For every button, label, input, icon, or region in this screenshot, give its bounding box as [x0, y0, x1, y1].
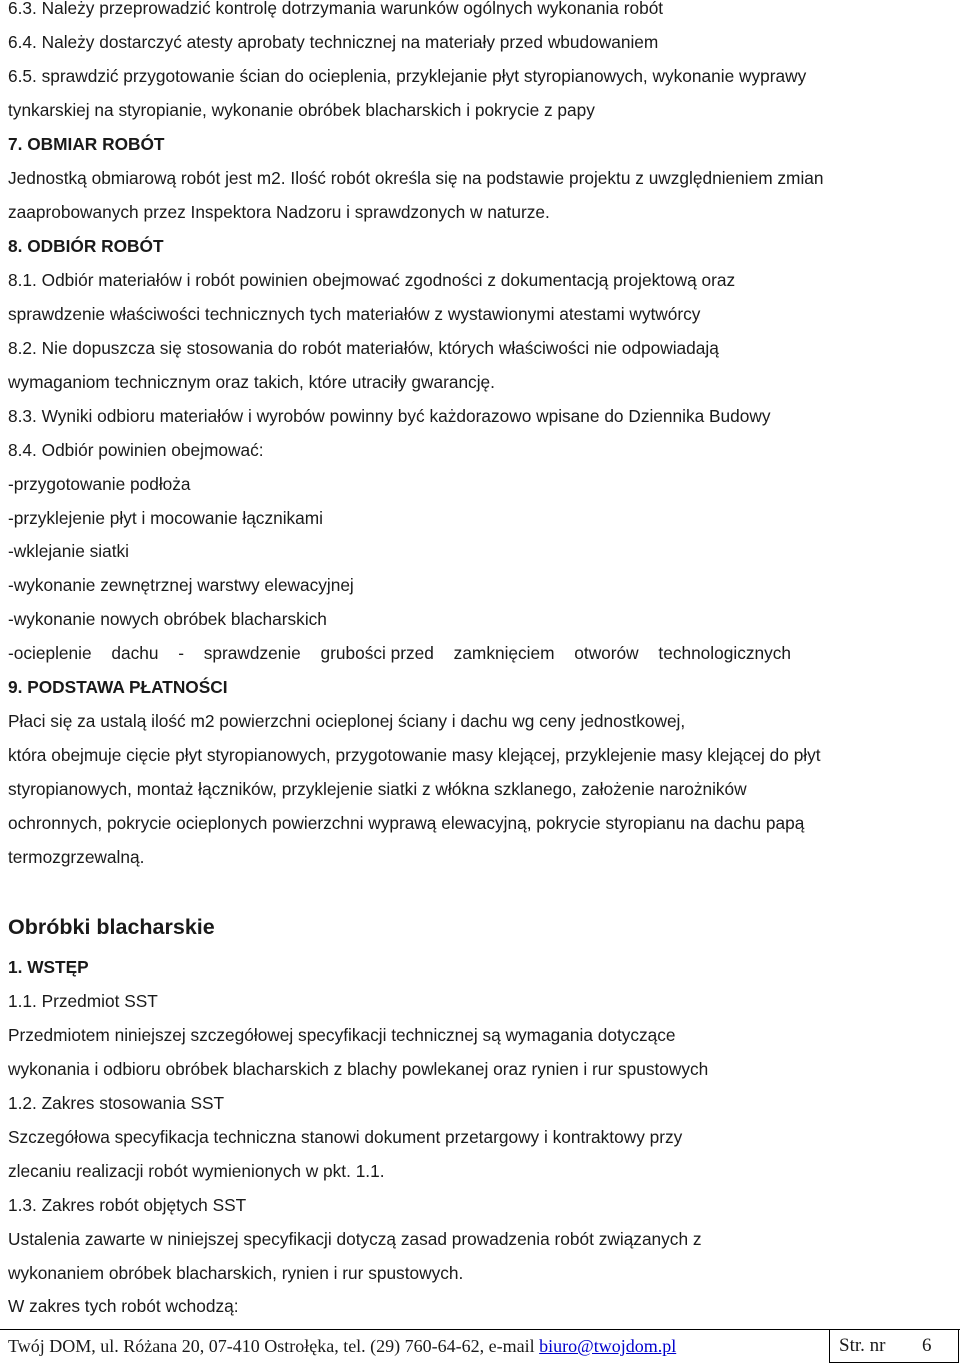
- text-line: 8.1. Odbiór materiałów i robót powinien obejmować zgodności z dokumentacją projektową oraz: [8, 270, 736, 290]
- list-item: -wykonanie nowych obróbek blacharskich: [8, 609, 327, 629]
- word: sprawdzenie: [203, 643, 301, 663]
- word: technologicznych: [658, 643, 791, 663]
- section-heading: 8. ODBIÓR ROBÓT: [8, 236, 164, 256]
- page-label: Str. nr: [839, 1335, 886, 1356]
- footer-divider: [0, 1329, 960, 1330]
- text-line: ochronnych, pokrycie ocieplonych powierzchni wyprawą elewacyjną, pokrycie styropianu na dachu papą: [8, 813, 805, 833]
- word: -: [178, 643, 184, 663]
- text-line: 8.4. Odbiór powinien obejmować:: [8, 440, 264, 460]
- word: -ocieplenie: [8, 643, 92, 663]
- text-line: która obejmuje cięcie płyt styropianowych, przygotowanie masy klejącej, przyklejenie masy klejącej do płyt: [8, 745, 821, 765]
- word: otworów: [574, 643, 639, 663]
- text-line: Szczegółowa specyfikacja techniczna stanowi dokument przetargowy i kontraktowy przy: [8, 1127, 683, 1147]
- list-item: -wykonanie zewnętrznej warstwy elewacyjnej: [8, 575, 354, 595]
- word: zamknięciem: [453, 643, 555, 663]
- text-line: tynkarskiej na styropianie, wykonanie obróbek blacharskich i pokrycie z papy: [8, 100, 595, 120]
- footer-address: Twój DOM, ul. Różana 20, 07-410 Ostrołęka, tel. (29) 760-64-62, e-mail: [8, 1336, 540, 1356]
- email-link[interactable]: biuro@twojdom.pl: [539, 1336, 677, 1356]
- footer-contact: [8, 1335, 676, 1357]
- list-item-justified: [8, 643, 791, 663]
- text-line: 6.4. Należy dostarczyć atesty aprobaty technicznej na materiały przed wbudowaniem: [8, 32, 659, 52]
- list-item: -przyklejenie płyt i mocowanie łącznikami: [8, 508, 324, 528]
- text-line: wykonania i odbioru obróbek blacharskich z blachy powlekanej oraz rynien i rur spustowych: [8, 1059, 709, 1079]
- text-line: sprawdzenie właściwości technicznych tych materiałów z wystawionymi atestami wytwórcy: [8, 304, 701, 324]
- text-line: styropianowych, montaż łączników, przyklejenie siatki z włókna szklanego, założenie narożników: [8, 779, 747, 799]
- page-number: 6: [922, 1335, 932, 1356]
- text-line: 6.5. sprawdzić przygotowanie ścian do ocieplenia, przyklejanie płyt styropianowych, wykonanie wyprawy: [8, 66, 807, 86]
- text-line: zlecaniu realizacji robót wymienionych w pkt. 1.1.: [8, 1161, 385, 1181]
- list-item: -wklejanie siatki: [8, 541, 130, 561]
- text-line: W zakres tych robót wchodzą:: [8, 1296, 239, 1316]
- text-line: wymaganiom technicznym oraz takich, które utraciły gwarancję.: [8, 372, 495, 392]
- word: dachu: [111, 643, 159, 663]
- word: grubości przed: [320, 643, 434, 663]
- text-line: Jednostką obmiarową robót jest m2. Ilość robót określa się na podstawie projektu z uwzględnieniem zmian: [8, 168, 824, 188]
- section-heading: 7. OBMIAR ROBÓT: [8, 134, 165, 154]
- text-line: Przedmiotem niniejszej szczegółowej specyfikacji technicznej są wymagania dotyczące: [8, 1025, 676, 1045]
- section-heading: 9. PODSTAWA PŁATNOŚCI: [8, 677, 228, 697]
- text-line: Płaci się za ustalą ilość m2 powierzchni ocieplonej ściany i dachu wg ceny jednostkowej,: [8, 711, 686, 731]
- text-line: 8.3. Wyniki odbioru materiałów i wyrobów powinny być każdorazowo wpisane do Dziennika Budowy: [8, 406, 771, 426]
- text-line: termozgrzewalną.: [8, 847, 145, 867]
- subsection-heading: 1.2. Zakres stosowania SST: [8, 1093, 225, 1113]
- subsection-heading: 1.3. Zakres robót objętych SST: [8, 1195, 247, 1215]
- text-line: Ustalenia zawarte w niniejszej specyfikacji dotyczą zasad prowadzenia robót związanych z: [8, 1229, 702, 1249]
- text-line: 8.2. Nie dopuszcza się stosowania do robót materiałów, których właściwości nie odpowiadają: [8, 338, 719, 358]
- text-line: zaaprobowanych przez Inspektora Nadzoru i sprawdzonych w naturze.: [8, 202, 550, 222]
- list-item: -przygotowanie podłoża: [8, 474, 191, 494]
- section-heading: 1. WSTĘP: [8, 957, 89, 977]
- text-line: wykonaniem obróbek blacharskich, rynien i rur spustowych.: [8, 1263, 464, 1283]
- page-number-box: [829, 1329, 959, 1363]
- page-footer: [0, 1329, 960, 1364]
- text-line: 6.3. Należy przeprowadzić kontrolę dotrzymania warunków ogólnych wykonania robót: [8, 0, 664, 18]
- subsection-heading: 1.1. Przedmiot SST: [8, 991, 158, 1011]
- chapter-title: Obróbki blacharskie: [8, 915, 215, 939]
